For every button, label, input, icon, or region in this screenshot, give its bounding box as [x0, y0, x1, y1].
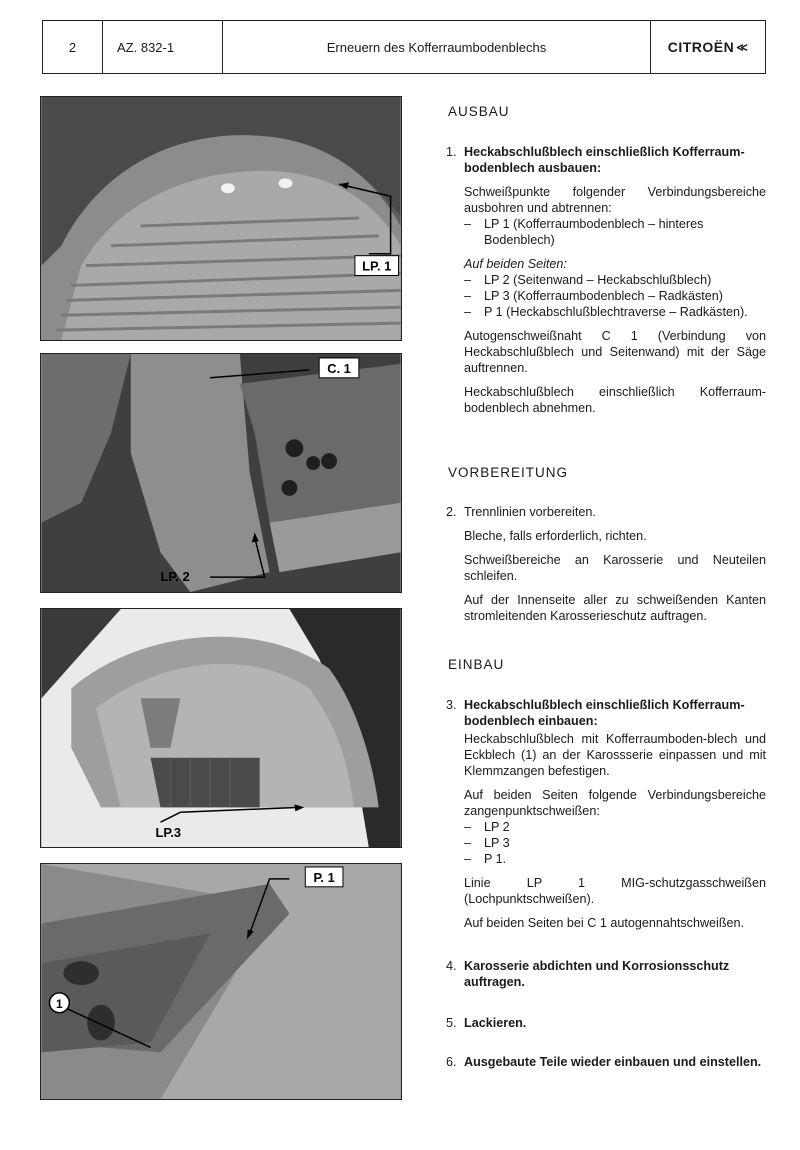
step-number: 4. — [446, 959, 457, 973]
list — [464, 819, 766, 867]
section-title-einbau: EINBAU — [448, 657, 505, 672]
step-number: 1. — [446, 145, 457, 159]
page-number: 2 — [43, 21, 103, 73]
step-6 — [446, 1054, 766, 1070]
step-heading: Lackieren. — [464, 1016, 527, 1030]
label-lp3: LP.3 — [155, 825, 182, 841]
list-item: – P 1 (Heckabschlußblechtraverse – Radkästen). — [464, 305, 748, 319]
step-heading: Heckabschlußblech einschließlich Kofferraum-bodenblech einbauen: — [464, 698, 745, 728]
step-number: 2. — [446, 505, 457, 519]
label-lp2: LP. 2 — [160, 569, 190, 585]
section-title-ausbau: AUSBAU — [448, 104, 510, 119]
photo-crossmember — [40, 863, 402, 1100]
list-item: – LP 3 (Kofferraumbodenblech – Radkästen) — [464, 289, 723, 303]
crossmember-illustration — [41, 864, 401, 1099]
step-number: 6. — [446, 1055, 457, 1069]
list-item: – LP 1 (Kofferraumbodenblech – hinteres Bodenblech) — [464, 217, 704, 247]
list-item: – LP 2 — [464, 820, 510, 834]
paragraph: Heckabschlußblech mit Kofferraumboden-blech und Eckblech (1) an der Karossserie einpassen und mit Klemmzangen befestigen. — [464, 732, 766, 778]
step-heading: Ausgebaute Teile wieder einbauen und einstellen. — [464, 1055, 762, 1069]
trunk-floor-illustration — [41, 97, 401, 340]
brand-name: CITROËN — [667, 39, 735, 55]
paragraph: Schweißbereiche an Karosserie und Neuteilen schleifen. — [464, 553, 766, 583]
photo-trunk-floor — [40, 96, 402, 341]
step-5 — [446, 1015, 766, 1031]
brand-logo — [651, 21, 765, 73]
step-heading: Trennlinien vorbereiten. — [464, 505, 596, 519]
paragraph: Auf der Innenseite aller zu schweißenden Kanten stromleitenden Karosserieschutz auftragen. — [464, 593, 766, 623]
paragraph: Autogenschweißnaht C 1 (Verbindung von Heckabschlußblech und Seitenwand) mit der Säge auftrennen. — [464, 329, 766, 375]
callout-1: 1 — [56, 996, 63, 1011]
paragraph: Heckabschlußblech einschließlich Kofferraum-bodenblech abnehmen. — [464, 385, 766, 415]
paragraph: Linie LP 1 MIG-schutzgasschweißen (Lochpunktschweißen). — [464, 876, 766, 906]
page-header — [42, 20, 766, 74]
label-p1: P. 1 — [313, 869, 335, 885]
step-heading: Karosserie abdichten und Korrosionsschutz auftragen. — [464, 959, 730, 989]
photo-wheel-arch — [40, 608, 402, 848]
list-item: – LP 3 — [464, 836, 510, 850]
list-item: – P 1. — [464, 852, 507, 866]
page-title: Erneuern des Kofferraumbodenblechs — [223, 21, 651, 73]
both-sides-label: Auf beiden Seiten: — [464, 257, 567, 271]
side-wall-illustration — [41, 354, 401, 592]
chevrons-icon: ≪ — [736, 41, 749, 54]
paragraph: Auf beiden Seiten bei C 1 autogennahtschweißen. — [464, 916, 745, 930]
step-4 — [446, 958, 766, 990]
step-1 — [446, 144, 766, 416]
wheel-arch-illustration — [41, 609, 401, 847]
list-item: – LP 2 (Seitenwand – Heckabschlußblech) — [464, 273, 712, 287]
photo-side-wall — [40, 353, 402, 593]
label-c1: C. 1 — [327, 360, 351, 376]
step-2 — [446, 504, 766, 624]
paragraph: Schweißpunkte folgender Verbindungsbereiche ausbohren und abtrennen: — [464, 185, 766, 215]
step-3 — [446, 697, 766, 931]
section-title-vorbereitung: VORBEREITUNG — [448, 465, 569, 480]
step-number: 5. — [446, 1016, 457, 1030]
paragraph: Auf beiden Seiten folgende Verbindungsbereiche zangenpunktschweißen: — [464, 788, 766, 818]
label-lp1: LP. 1 — [362, 258, 392, 274]
list — [464, 272, 766, 320]
step-heading: Heckabschlußblech einschließlich Kofferraum-bodenblech ausbauen: — [464, 145, 745, 175]
paragraph: Bleche, falls erforderlich, richten. — [464, 529, 647, 543]
document-code: AZ. 832-1 — [103, 21, 223, 73]
list — [464, 216, 766, 248]
step-number: 3. — [446, 698, 457, 712]
